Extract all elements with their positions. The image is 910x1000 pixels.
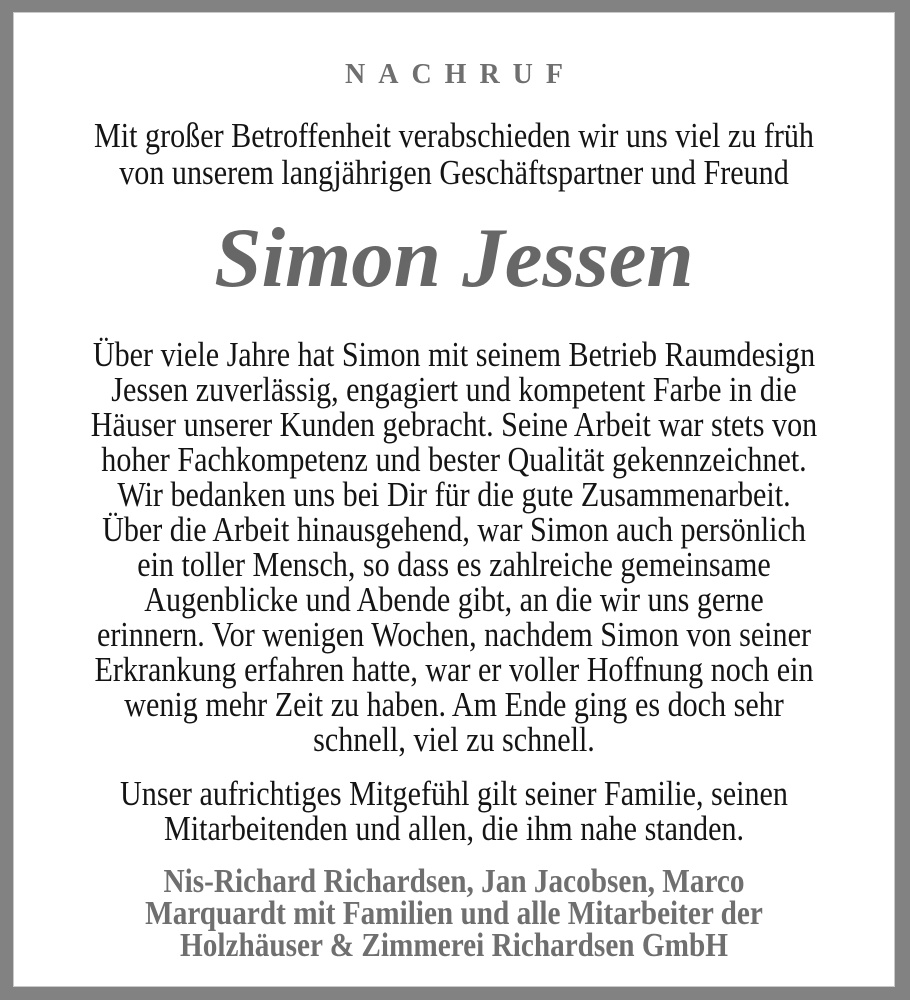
text-line: Augenblicke und Abende gibt, an die wir uns gerne [144,580,764,619]
text-line: Häuser unserer Kunden gebracht. Seine Arbeit war stets von [90,405,818,444]
text-line: erinnern. Vor wenigen Wochen, nachdem Simon von seiner [97,615,811,654]
deceased-name: Simon Jessen [214,211,694,305]
obituary-body-paragraph [76,337,833,757]
text-line: Über die Arbeit hinausgehend, war Simon auch persönlich [102,510,806,549]
text-line: Über viele Jahre hat Simon mit seinem Betrieb Raumdesign [92,335,816,374]
text-line: Marquardt mit Familien und alle Mitarbeiter der [145,895,763,932]
condolence-paragraph [76,776,833,846]
text-line: Erkrankung erfahren hatte, war er voller Hoffnung noch ein [94,650,814,689]
obituary-page [13,12,895,987]
text-line: Mit großer Betroffenheit verabschieden wir uns viel zu früh [94,116,814,155]
text-line: Jessen zuverlässig, engagiert und kompetent Farbe in die [111,370,797,409]
signature-names [76,863,833,964]
text-line: Mitarbeitenden und allen, die ihm nahe standen. [163,809,745,848]
text-line: Holzhäuser & Zimmerei Richardsen GmbH [180,927,728,964]
intro-text [76,117,833,191]
text-line: wenig mehr Zeit zu haben. Am Ende ging es doch sehr [124,685,784,724]
text-line: Unser aufrichtiges Mitgefühl gilt seiner Familie, seinen [120,774,788,813]
text-line: Wir bedanken uns bei Dir für die gute Zusammenarbeit. [117,475,791,514]
text-line: von unserem langjährigen Geschäftspartner und Freund [119,153,789,192]
text-line: ein toller Mensch, so dass es zahlreiche gemeinsame [137,545,771,584]
kicker-title: NACHRUF [345,59,576,90]
text-line: hoher Fachkompetenz und bester Qualität gekennzeichnet. [101,440,807,479]
text-line: Nis-Richard Richardsen, Jan Jacobsen, Marco [163,863,745,900]
text-line: schnell, viel zu schnell. [313,720,595,759]
